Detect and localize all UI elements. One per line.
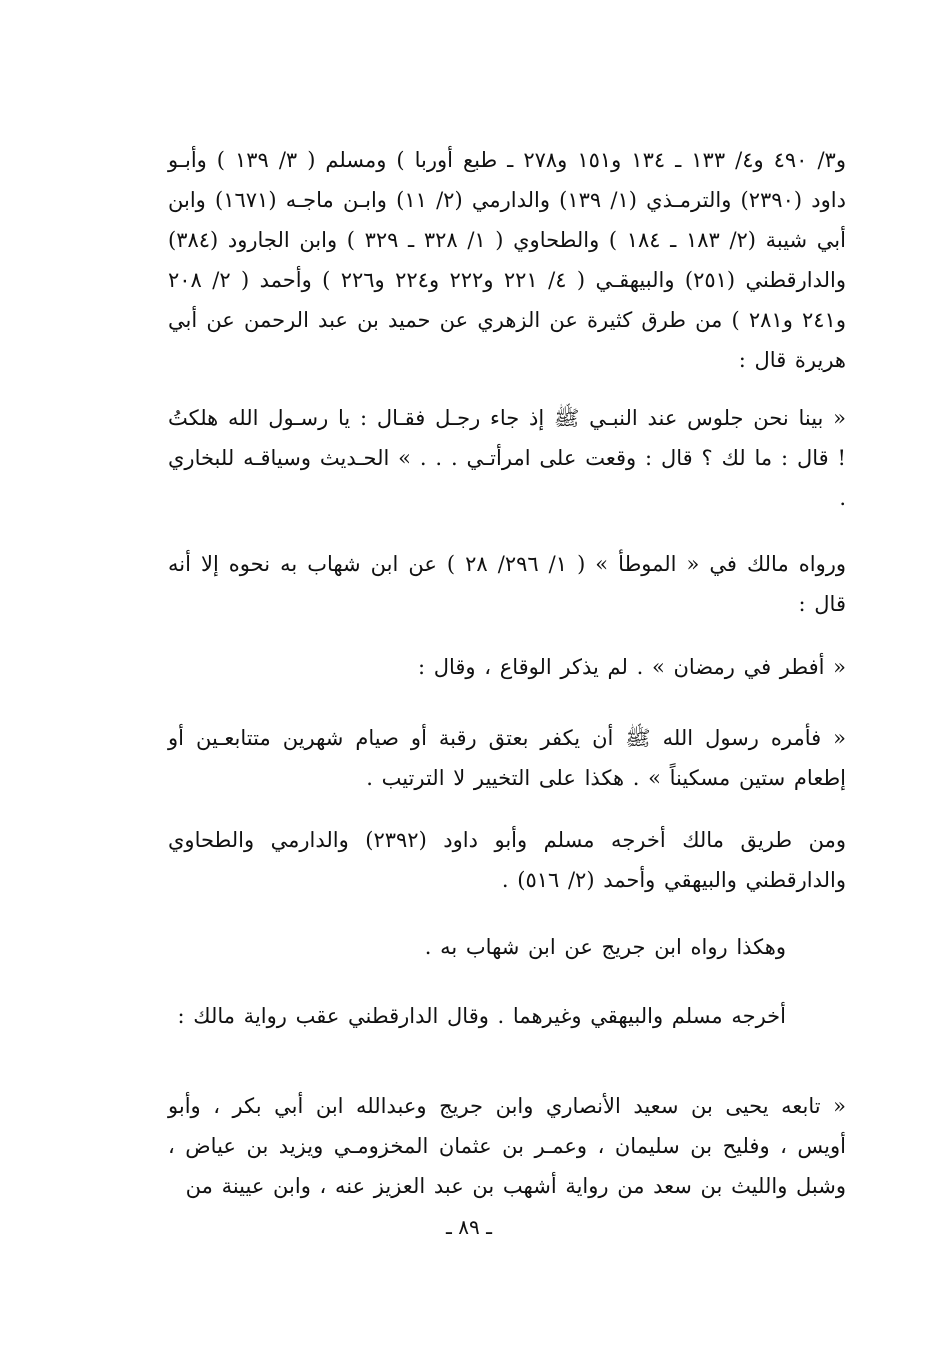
- paragraph-ramadan-quote: « أفطر في رمضان » . لم يذكر الوقاع ، وقال :: [417, 655, 846, 679]
- page-number: ـ ٨٩ ـ: [446, 1215, 492, 1239]
- paragraph-hadith-text: « بينا نحن جلوس عند النبـي ﷺ إذ جاء رجـل فقـال : يا رسـول الله هلكتُ ! قال : ما لك ؟ قال : وقعت على امرأتـي . . . » الحـديث وسياقـه للبخاري .: [168, 406, 846, 510]
- paragraph-malik-narration: ورواه مالك في « الموطأ » ( ١/ ٢٩٦/ ٢٨ ) عن ابن شهاب به نحوه إلا أنه قال :: [168, 552, 846, 616]
- paragraph-daraqutni: أخرجه مسلم والبيهقي وغيرهما . وقال الدارقطني عقب رواية مالك :: [177, 1004, 786, 1028]
- paragraph-malik-route: ومن طريق مالك أخرجه مسلم وأبو داود (٢٣٩٢) والدارمي والطحاوي والدارقطني والبيهقي وأحمد (٢/ ٥١٦) .: [168, 828, 846, 892]
- paragraph-followers: « تابعه يحيى بن سعيد الأنصاري وابن جريج وعبدالله ابن أبي بكر ، وأبو أويس ، وفليح بن سليمان ، وعمـر بن عثمان المخزومـي ويزيد بن عياض ، وشبل والليث بن سعد من رواية أشهب بن عبد العزيز عنه ، وابن عيينة من: [168, 1094, 846, 1198]
- paragraph-ibn-jurayj: وهكذا رواه ابن جريج عن ابن شهاب به .: [424, 935, 786, 959]
- paragraph-references: و٣/ ٤٩٠ و٤/ ١٣٣ ـ ١٣٤ و١٥١ و٢٧٨ ـ طبع أوربا ) ومسلم ( ٣/ ١٣٩ ) وأبـو داود (٢٣٩٠) والترمـذي (١/ ١٣٩) والدارمي (٢/ ١١) وابـن ماجـه (١٦٧١) وابن أبي شيبة (٢/ ١٨٣ ـ ١٨٤ ) والطحاوي ( ١/ ٣٢٨ ـ ٣٢٩ ) وابن الجارود (٣٨٤) والدارقطني (٢٥١) والبيهقـي ( ٤/ ٢٢١ و٢٢٢ و٢٢٤ و٢٢٦ ) وأحمد ( ٢/ ٢٠٨ و٢٤١ و٢٨١ ) من طرق كثيرة عن الزهري عن حميد بن عبد الرحمن عن أبي هريرة قال :: [168, 148, 846, 372]
- paragraph-expiation-quote: « فأمره رسول الله ﷺ أن يكفر بعتق رقبة أو صيام شهرين متتابعـين أو إطعام ستين مسكيناً » . هكذا على التخيير لا الترتيب .: [168, 726, 846, 790]
